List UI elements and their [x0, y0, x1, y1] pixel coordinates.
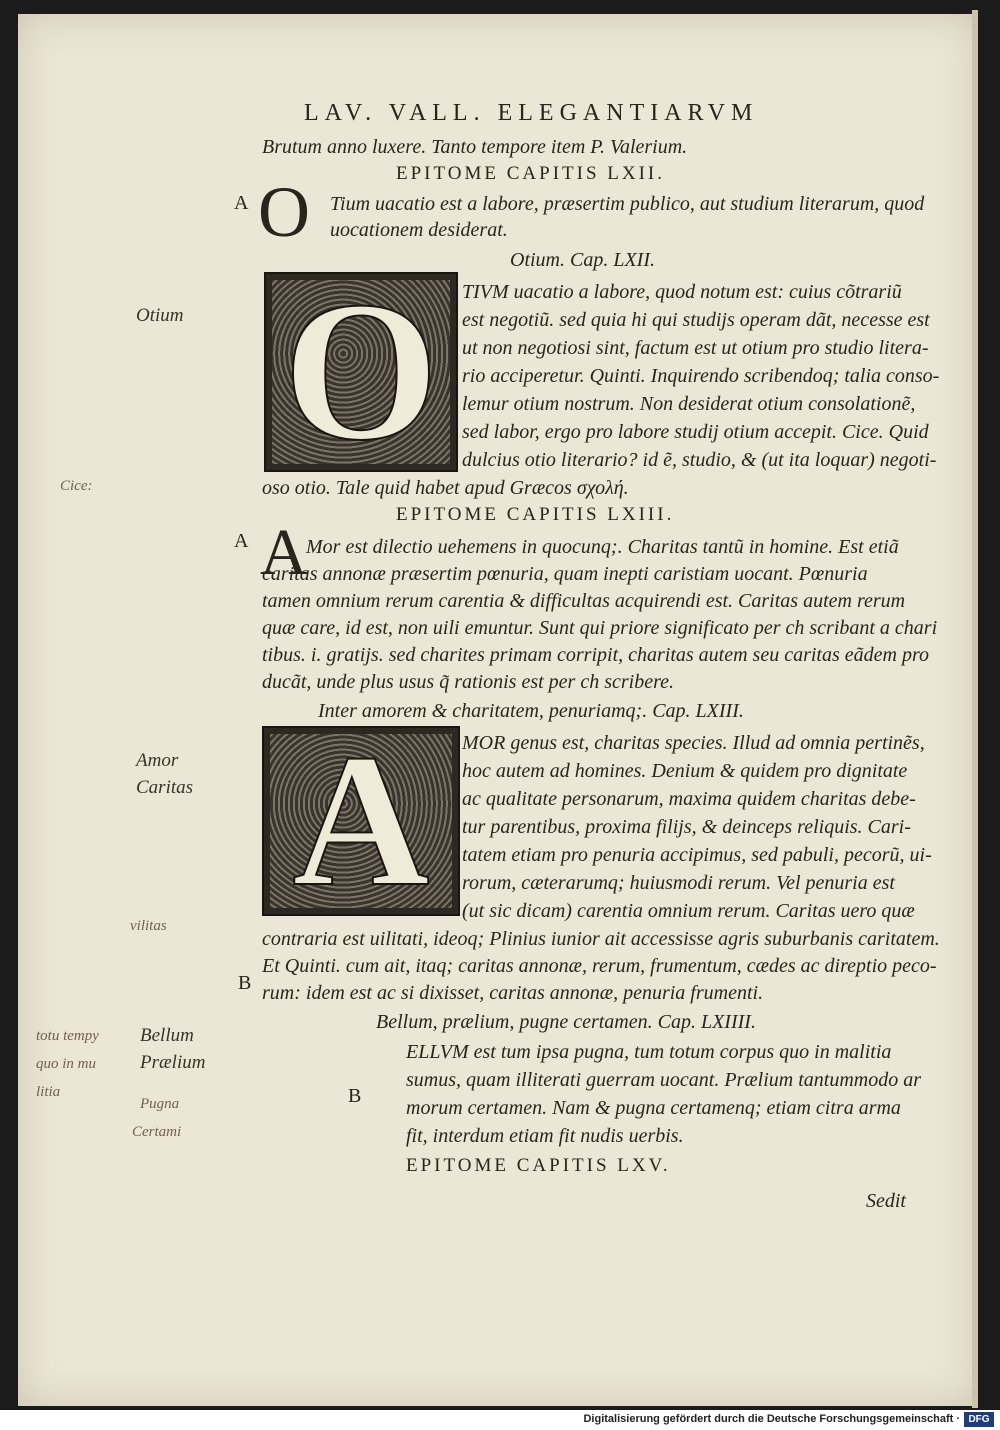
- handwritten-note: litia: [36, 1084, 61, 1100]
- text-line: contraria est uilitati, ideoq; Plinius iunior ait accessisse agris suburbanis caritatem.: [262, 928, 940, 950]
- text-line: oso otio. Tale quid habet apud Græcos σχολή.: [262, 477, 629, 499]
- text-line: ac qualitate personarum, maxima quidem charitas debe-: [462, 788, 916, 810]
- text-line: tatem etiam pro penuria accipimus, sed pabuli, pecorũ, ui-: [462, 844, 932, 866]
- handwritten-note: totu tempy: [36, 1028, 99, 1044]
- section-letter: B: [238, 972, 252, 994]
- text-line: caritas annonæ præsertim pœnuria, quam inepti caristiam uocant. Pœnuria: [262, 563, 868, 585]
- margin-note: Otium: [136, 305, 184, 326]
- text-line: sed labor, ergo pro labore studij otium accepit. Cice. Quid: [462, 421, 929, 443]
- footer-bar: [0, 1410, 1000, 1430]
- drop-cap-a: A: [260, 516, 308, 589]
- text-line: TIVM uacatio a labore, quod notum est: cuius cõtrariũ: [462, 281, 902, 303]
- text-line: hoc autem ad homines. Denium & quidem pro dignitate: [462, 760, 908, 782]
- text-line: Bellum, prælium, pugne certamen. Cap. LXIIII.: [376, 1011, 756, 1033]
- text-line: (ut sic dicam) carentia omnium rerum. Caritas uero quæ: [462, 900, 915, 922]
- text-line: rorum, cæterarumq; huiusmodi rerum. Vel penuria est: [462, 872, 895, 894]
- text-line: lemur otium nostrum. Non desiderat otium consolationẽ,: [462, 393, 916, 415]
- section-letter: B: [348, 1085, 362, 1107]
- text-line: sumus, quam illiterati guerram uocant. Prælium tantummodo ar: [406, 1069, 922, 1091]
- section-letter: A: [234, 192, 249, 214]
- text-line: dulcius otio literario? id ẽ, studio, & (ut ita loquar) negoti-: [462, 449, 937, 471]
- text-line: ducãt, unde plus usus q̃ rationis est per ch scribere.: [262, 671, 675, 693]
- text-line: tur parentibus, proxima filijs, & deinceps reliquis. Cari-: [462, 816, 911, 838]
- running-header: LAV. VALL. ELEGANTIARVM: [304, 100, 759, 126]
- handwritten-note: vilitas: [130, 918, 167, 934]
- handwritten-note: quo in mu: [36, 1056, 96, 1072]
- text-line: rio acciperetur. Quinti. Inquirendo scribendoq; talia conso-: [462, 365, 940, 387]
- text-line: ELLVM est tum ipsa pugna, tum totum corpus quo in malitia: [406, 1041, 892, 1063]
- text-line: Brutum anno luxere. Tanto tempore item P. Valerium.: [262, 136, 688, 158]
- text-line: Sedit: [866, 1190, 906, 1212]
- text-line: quæ care, id est, non uili emuntur. Sunt qui priore significato per ch scribant a chari: [262, 617, 938, 639]
- text-line: EPITOME CAPITIS LXIII.: [396, 504, 675, 525]
- woodcut-initial-a: [262, 716, 460, 926]
- text-line: Inter amorem & charitatem, penuriamq;. Cap. LXIII.: [318, 700, 744, 722]
- margin-note: Bellum: [140, 1025, 194, 1046]
- text-line: rum: idem est ac si dixisset, caritas annonæ, penuria frumenti.: [262, 982, 764, 1004]
- text-line: Mor est dilectio uehemens in quocunq;. Charitas tantũ in homine. Est etiã: [306, 536, 899, 558]
- handwritten-note: Cice:: [60, 478, 93, 494]
- text-line: est negotiũ. sed quia hi qui studijs operam dãt, necesse est: [462, 309, 930, 331]
- handwritten-note: Certami: [132, 1124, 182, 1140]
- margin-note: Caritas: [136, 777, 194, 798]
- text-line: Otium. Cap. LXII.: [510, 249, 655, 271]
- drop-cap-o: O: [258, 172, 310, 252]
- text-line: morum certamen. Nam & pugna certamenq; etiam citra arma: [406, 1097, 901, 1119]
- section-letter: A: [234, 530, 249, 552]
- text-line: Et Quinti. cum ait, itaq; caritas annonæ, rerum, frumentum, cædes ac direptio peco-: [262, 955, 937, 977]
- text-line: Tium uacatio est a labore, præsertim publico, aut studium literarum, quod: [330, 193, 925, 215]
- dfg-logo: DFG: [964, 1412, 994, 1427]
- woodcut-initial-o: [264, 261, 458, 482]
- text-line: EPITOME CAPITIS LXV.: [406, 1155, 671, 1176]
- text-line: tibus. i. gratijs. sed charites primam corripit, charitas autem seu caritas eãdem pro: [262, 644, 930, 666]
- text-line: tamen omnium rerum carentia & difficultas acquirendi est. Caritas autem rerum: [262, 590, 906, 612]
- woodcut-letter-o: O: [283, 261, 439, 482]
- text-line: uocationem desiderat.: [330, 219, 508, 241]
- woodcut-letter-a: A: [292, 716, 430, 926]
- text-line: MOR genus est, charitas species. Illud ad omnia pertinẽs,: [462, 732, 925, 754]
- handwritten-note: Pugna: [140, 1096, 180, 1112]
- margin-note: Amor: [136, 750, 179, 771]
- footer-credit: Digitalisierung gefördert durch die Deutsche Forschungsgemeinschaft ·: [583, 1413, 960, 1425]
- page-edge: [972, 10, 978, 1408]
- text-line: ut non negotiosi sint, factum est ut otium pro studio litera-: [462, 337, 929, 359]
- margin-note: Prælium: [140, 1052, 206, 1073]
- text-line: fit, interdum etiam fit nudis uerbis.: [406, 1125, 684, 1147]
- text-line: EPITOME CAPITIS LXII.: [396, 163, 666, 184]
